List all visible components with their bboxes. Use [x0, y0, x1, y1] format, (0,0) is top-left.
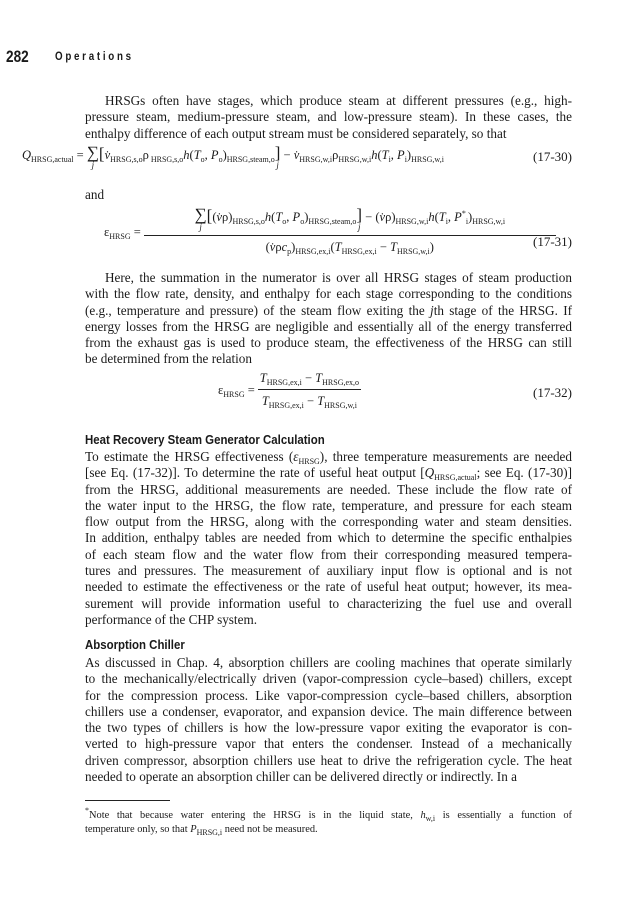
- text-run: HRSGs often have stages, which produce steam at different pressures (e.g., high-: [105, 93, 572, 108]
- subscript: HRSG,ex,i: [266, 378, 302, 387]
- text-run: [see Eq. (17-32)]. To determine the rate of useful heat output [: [85, 465, 425, 481]
- text-run: ρ: [222, 210, 229, 224]
- summation-symbol: [194, 205, 207, 232]
- fraction: [258, 370, 361, 409]
- text-run: ρ: [275, 240, 282, 254]
- text-run: be determined from the relation: [85, 351, 252, 367]
- subscript: HRSG,w,i: [324, 401, 357, 410]
- math-symbol: [391, 210, 428, 224]
- subscript: i: [445, 217, 448, 226]
- text-run: (e.g., temperature and pressure) of the steam flow exiting the: [85, 302, 431, 318]
- math-variable: [317, 394, 357, 408]
- text-run: performance of the CHP system.: [85, 611, 258, 627]
- text-run: flow output from the HRSG, along with the corresponding water and steam densities.: [85, 514, 572, 530]
- paragraph-summation: [85, 270, 572, 368]
- text-run: needed to operate an absorption chiller can be delivered directly or indirectly. In a: [85, 769, 517, 785]
- math-variable: [275, 210, 286, 224]
- text-run: (: [330, 240, 335, 254]
- text-run: enthalpy difference of each output stream must be considered separately, so that: [85, 125, 507, 141]
- math-symbol: [143, 148, 184, 162]
- text-run: energy losses from the HRSG are negligible and essentially all of the energy transferred: [85, 318, 572, 334]
- math-base: v̇: [104, 148, 111, 162]
- subscript: w,i: [425, 814, 436, 823]
- text-line: [85, 319, 572, 335]
- section-heading-hrsg-calculation: Heat Recovery Steam Generator Calculation: [85, 432, 325, 447]
- math-variable: [420, 810, 435, 821]
- math-base: T: [315, 371, 323, 385]
- text-run: − (: [362, 210, 380, 224]
- math-variable: [105, 148, 143, 162]
- math-base: j: [430, 302, 434, 318]
- text-run: As discussed in Chap. 4, absorption chillers are cooling machines that operate similarly: [85, 655, 572, 670]
- text-line: [85, 753, 572, 769]
- text-run: =: [130, 224, 141, 239]
- math-base: ]: [356, 205, 363, 224]
- math-base: P: [292, 210, 301, 224]
- math-variable: [454, 210, 468, 224]
- equation-17-31: [104, 205, 556, 256]
- subscript: HRSG: [298, 457, 320, 466]
- math-base: ): [406, 148, 412, 162]
- text-run: (: [212, 210, 217, 224]
- text-run: (: [271, 210, 276, 224]
- paragraph-hrsg-calculation: [85, 449, 572, 628]
- text-run: −: [376, 240, 390, 254]
- text-line: [85, 109, 572, 125]
- math-variable: [260, 371, 302, 385]
- numerator: [193, 205, 508, 235]
- text-line: [85, 579, 572, 595]
- math-symbol: [104, 225, 131, 239]
- summation-symbol: [86, 143, 99, 170]
- text-line: [85, 704, 572, 720]
- equation-17-32: [218, 370, 361, 409]
- subscript: HRSG,w,i: [338, 155, 372, 164]
- math-base: Q: [22, 148, 32, 162]
- math-base: ε: [293, 449, 299, 464]
- text-run: −: [303, 394, 318, 408]
- equation-17-30: [22, 143, 444, 170]
- text-run: the two types of chillers is how the low-pressure vapor exiting the evaporator is con-: [85, 720, 572, 736]
- subscript: HRSG,steam,o: [308, 217, 357, 226]
- subscript: o: [218, 155, 223, 164]
- subscript: HRSG,w,i: [472, 217, 506, 226]
- math-variable: [439, 210, 448, 224]
- text-run: ,: [204, 148, 211, 162]
- math-symbol: [304, 210, 356, 224]
- math-base: h: [371, 148, 378, 162]
- text-run: ρ: [385, 210, 392, 224]
- math-variable: [293, 210, 305, 224]
- text-line: [85, 514, 572, 530]
- text-run: Here, the summation in the numerator is over all HRSG stages of steam production: [105, 270, 572, 285]
- math-base: ): [468, 210, 473, 224]
- text-run: th stage of the HRSG. If: [433, 302, 572, 318]
- text-run: ): [429, 240, 434, 254]
- text-run: −: [301, 371, 316, 385]
- text-run: ), three temperature measurements are needed: [319, 449, 572, 464]
- bracket-index: j: [357, 222, 361, 232]
- math-variable: [22, 148, 73, 162]
- subscript: HRSG,steam,o: [226, 155, 275, 164]
- numerator: [258, 370, 361, 389]
- text-run: is essentially a function of: [435, 810, 572, 821]
- math-base: h: [264, 210, 272, 224]
- subscript: HRSG: [223, 389, 245, 399]
- math-variable: [382, 148, 391, 162]
- text-run: (: [265, 240, 270, 254]
- text-line: [85, 270, 572, 286]
- math-variable: [294, 148, 332, 162]
- math-base: v̇: [216, 210, 223, 224]
- text-run: ; see Eq. (17-30)]: [476, 465, 572, 481]
- math-base: T: [381, 148, 389, 162]
- subscript: HRSG: [109, 231, 131, 241]
- subscript: HRSG,actual: [434, 473, 477, 483]
- math-base: v̇: [269, 240, 276, 254]
- subscript: HRSG,ex,i: [295, 247, 331, 256]
- math-base: T: [390, 240, 397, 254]
- text-run: need not be measured.: [222, 824, 318, 835]
- subscript: HRSG,ex,i: [341, 247, 377, 256]
- text-run: tures and pressures. The measurement of auxiliary input flow is optional and is not: [85, 563, 572, 579]
- math-variable: [335, 240, 377, 254]
- math-base: v̇: [379, 210, 386, 224]
- math-symbol: [228, 210, 265, 224]
- subscript: HRSG,w,i: [411, 155, 444, 164]
- math-symbol: [291, 240, 330, 254]
- text-run: for the compression process. Like vapor-compression cycle–based chillers, absorption: [85, 687, 572, 703]
- sigma-glyph: ∑: [194, 205, 207, 224]
- page-number: 282: [6, 47, 29, 66]
- math-base: Q: [424, 465, 435, 481]
- text-line: [85, 671, 572, 687]
- equation-lhs: [218, 382, 255, 398]
- text-line: [85, 286, 572, 302]
- math-variable: [282, 240, 292, 254]
- text-run: ,: [390, 148, 398, 162]
- text-run: from the exhaust gas is used to produce steam, the effectiveness of the HRSG can still: [85, 335, 572, 351]
- text-line: [85, 482, 572, 498]
- text-run: =: [244, 382, 255, 397]
- text-line: [85, 612, 572, 628]
- math-variable: [424, 465, 477, 483]
- text-run: with the flow rate, density, and enthalpy for each stage corresponding to the conditions: [85, 286, 572, 302]
- subscript: o: [300, 217, 305, 226]
- math-base: h: [183, 148, 190, 162]
- math-base: [: [98, 144, 105, 163]
- math-base: T: [438, 210, 446, 224]
- text-line: [85, 303, 572, 319]
- text-line: [85, 563, 572, 579]
- text-line: [85, 530, 572, 546]
- math-base: ): [304, 210, 309, 224]
- text-line: [85, 547, 572, 563]
- math-variable: [293, 449, 320, 464]
- text-line: [85, 93, 572, 109]
- math-variable: [194, 148, 205, 162]
- math-variable: [315, 371, 359, 385]
- subscript: HRSG,ex,i: [268, 401, 304, 410]
- math-base: v̇: [293, 148, 300, 162]
- text-line: [85, 655, 572, 671]
- text-run: pressure steam, medium-pressure steam, and low-pressure steam). In these cases, the: [85, 109, 572, 125]
- math-symbol: [404, 148, 444, 164]
- text-run: temperature only, so that: [85, 824, 191, 835]
- text-run: (: [189, 148, 194, 162]
- footnote-marker: *: [85, 806, 89, 815]
- text-line: [85, 126, 572, 142]
- text-run: the water input to the HRSG, the flow rate, temperature, and pressure for each steam: [85, 497, 572, 513]
- subscript: HRSG,s,o: [110, 155, 143, 164]
- subscript: i: [404, 155, 407, 164]
- text-line: [85, 720, 572, 736]
- summation-index: j: [199, 222, 202, 232]
- math-base: T: [193, 148, 201, 162]
- text-run: from the HRSG, additional measurements are needed. These include the flow rate of: [85, 481, 572, 497]
- math-base: ρ: [332, 148, 339, 162]
- text-run: −: [280, 148, 294, 162]
- subscript: HRSG,i: [196, 828, 223, 837]
- paragraph-absorption-chiller: [85, 655, 572, 785]
- text-run: of each steam flow and the water flow from their corresponding measured tempera-: [85, 546, 572, 562]
- text-line: [85, 806, 572, 823]
- text-run: driven compressor, absorption chillers use heat to drive the refrigeration cycle. The heat: [85, 752, 572, 768]
- equation-number: (17-32): [533, 385, 572, 400]
- math-base: ε: [218, 382, 224, 397]
- math-base: T: [261, 394, 269, 408]
- math-symbol: [223, 148, 275, 162]
- math-base: P: [397, 148, 405, 162]
- paragraph-intro: [85, 93, 572, 142]
- text-run: ,: [286, 210, 293, 224]
- text-run: (: [377, 148, 382, 162]
- math-base: ]: [274, 143, 281, 162]
- denominator: [144, 235, 556, 255]
- and-label: and: [85, 187, 105, 202]
- text-run: needed to estimate the effectiveness or the rate of useful heat output; however, its mea-: [85, 579, 572, 595]
- fraction: [144, 205, 556, 256]
- math-base: c: [281, 240, 288, 254]
- subscript: i: [465, 217, 469, 226]
- text-run: chillers use a condenser, evaporator, and expansion device. The main difference between: [85, 703, 572, 719]
- math-base: h: [420, 810, 426, 821]
- math-base: T: [334, 240, 342, 254]
- math-base: T: [275, 210, 283, 224]
- text-line: [85, 736, 572, 752]
- text-line: [85, 688, 572, 704]
- math-base: ): [222, 148, 227, 162]
- math-base: ): [228, 210, 233, 224]
- text-line: [85, 465, 572, 481]
- text-run: To estimate the HRSG effectiveness (: [85, 449, 294, 464]
- text-run: In addition, enthalpy tables are needed from which to determine the specific enthalpies: [85, 530, 572, 546]
- text-line: [85, 596, 572, 612]
- subscript: HRSG,actual: [31, 155, 74, 164]
- text-run: verted to high-pressure vapor that enters the condenser. Instead of a mechanically: [85, 736, 572, 752]
- math-symbol: [332, 148, 371, 162]
- math-variable: [390, 240, 430, 254]
- text-run: (: [434, 210, 439, 224]
- subscript: i: [388, 155, 391, 164]
- math-symbol: [218, 383, 245, 397]
- bracket-index: j: [276, 160, 279, 170]
- text-run: =: [73, 148, 87, 162]
- subscript: o: [200, 155, 205, 164]
- equation-number: (17-30): [533, 149, 572, 164]
- summation-index: j: [91, 160, 95, 170]
- subscript: HRSG,w,i: [396, 247, 430, 256]
- math-base: ): [391, 210, 396, 224]
- subscript: HRSG,w,i: [395, 217, 429, 226]
- math-base: h: [428, 210, 435, 224]
- section-heading-absorption-chiller: Absorption Chiller: [85, 637, 185, 652]
- footnote-divider: [85, 800, 170, 801]
- text-run: surement will provide information useful to characterizing the fuel use and overall: [85, 595, 572, 611]
- denominator: [258, 389, 361, 409]
- text-line: [85, 823, 572, 837]
- subscript: HRSG,s,o: [232, 217, 265, 226]
- running-title: Operations: [55, 51, 134, 63]
- math-variable: [262, 394, 304, 408]
- subscript: HRSG,w,i: [299, 155, 333, 164]
- and-text: [85, 187, 572, 203]
- math-base: [: [206, 206, 213, 225]
- footnote: [85, 806, 572, 837]
- sigma-glyph: ∑: [86, 143, 99, 162]
- equation-number: (17-31): [533, 234, 572, 249]
- math-base: ρ: [142, 148, 149, 162]
- math-base: ε: [104, 224, 110, 239]
- text-run: ,: [447, 210, 455, 224]
- subscript: p: [287, 247, 292, 256]
- math-variable: [190, 824, 222, 835]
- math-symbol: [465, 210, 506, 226]
- math-base: P: [190, 824, 197, 835]
- math-variable: [211, 148, 223, 162]
- text-line: [85, 498, 572, 514]
- subscript: o: [282, 217, 287, 226]
- text-run: to the mechanically/electrically driven (vapor-compression cycle–based) chillers, except: [85, 671, 572, 687]
- subscript: HRSG,ex,o: [322, 378, 360, 387]
- math-base: P: [210, 148, 219, 162]
- text-line: [85, 335, 572, 351]
- text-line: [85, 769, 572, 785]
- math-base: ): [291, 240, 296, 254]
- math-variable: [397, 148, 407, 162]
- math-base: T: [259, 371, 267, 385]
- superscript: *: [461, 209, 466, 218]
- subscript: HRSG,s,o: [148, 155, 184, 164]
- equation-lhs: [104, 224, 141, 240]
- text-line: [85, 449, 572, 465]
- text-line: [85, 351, 572, 367]
- math-base: P: [454, 210, 462, 224]
- math-base: T: [317, 394, 325, 408]
- text-run: Note that because water entering the HRSG is in the liquid state,: [89, 810, 421, 821]
